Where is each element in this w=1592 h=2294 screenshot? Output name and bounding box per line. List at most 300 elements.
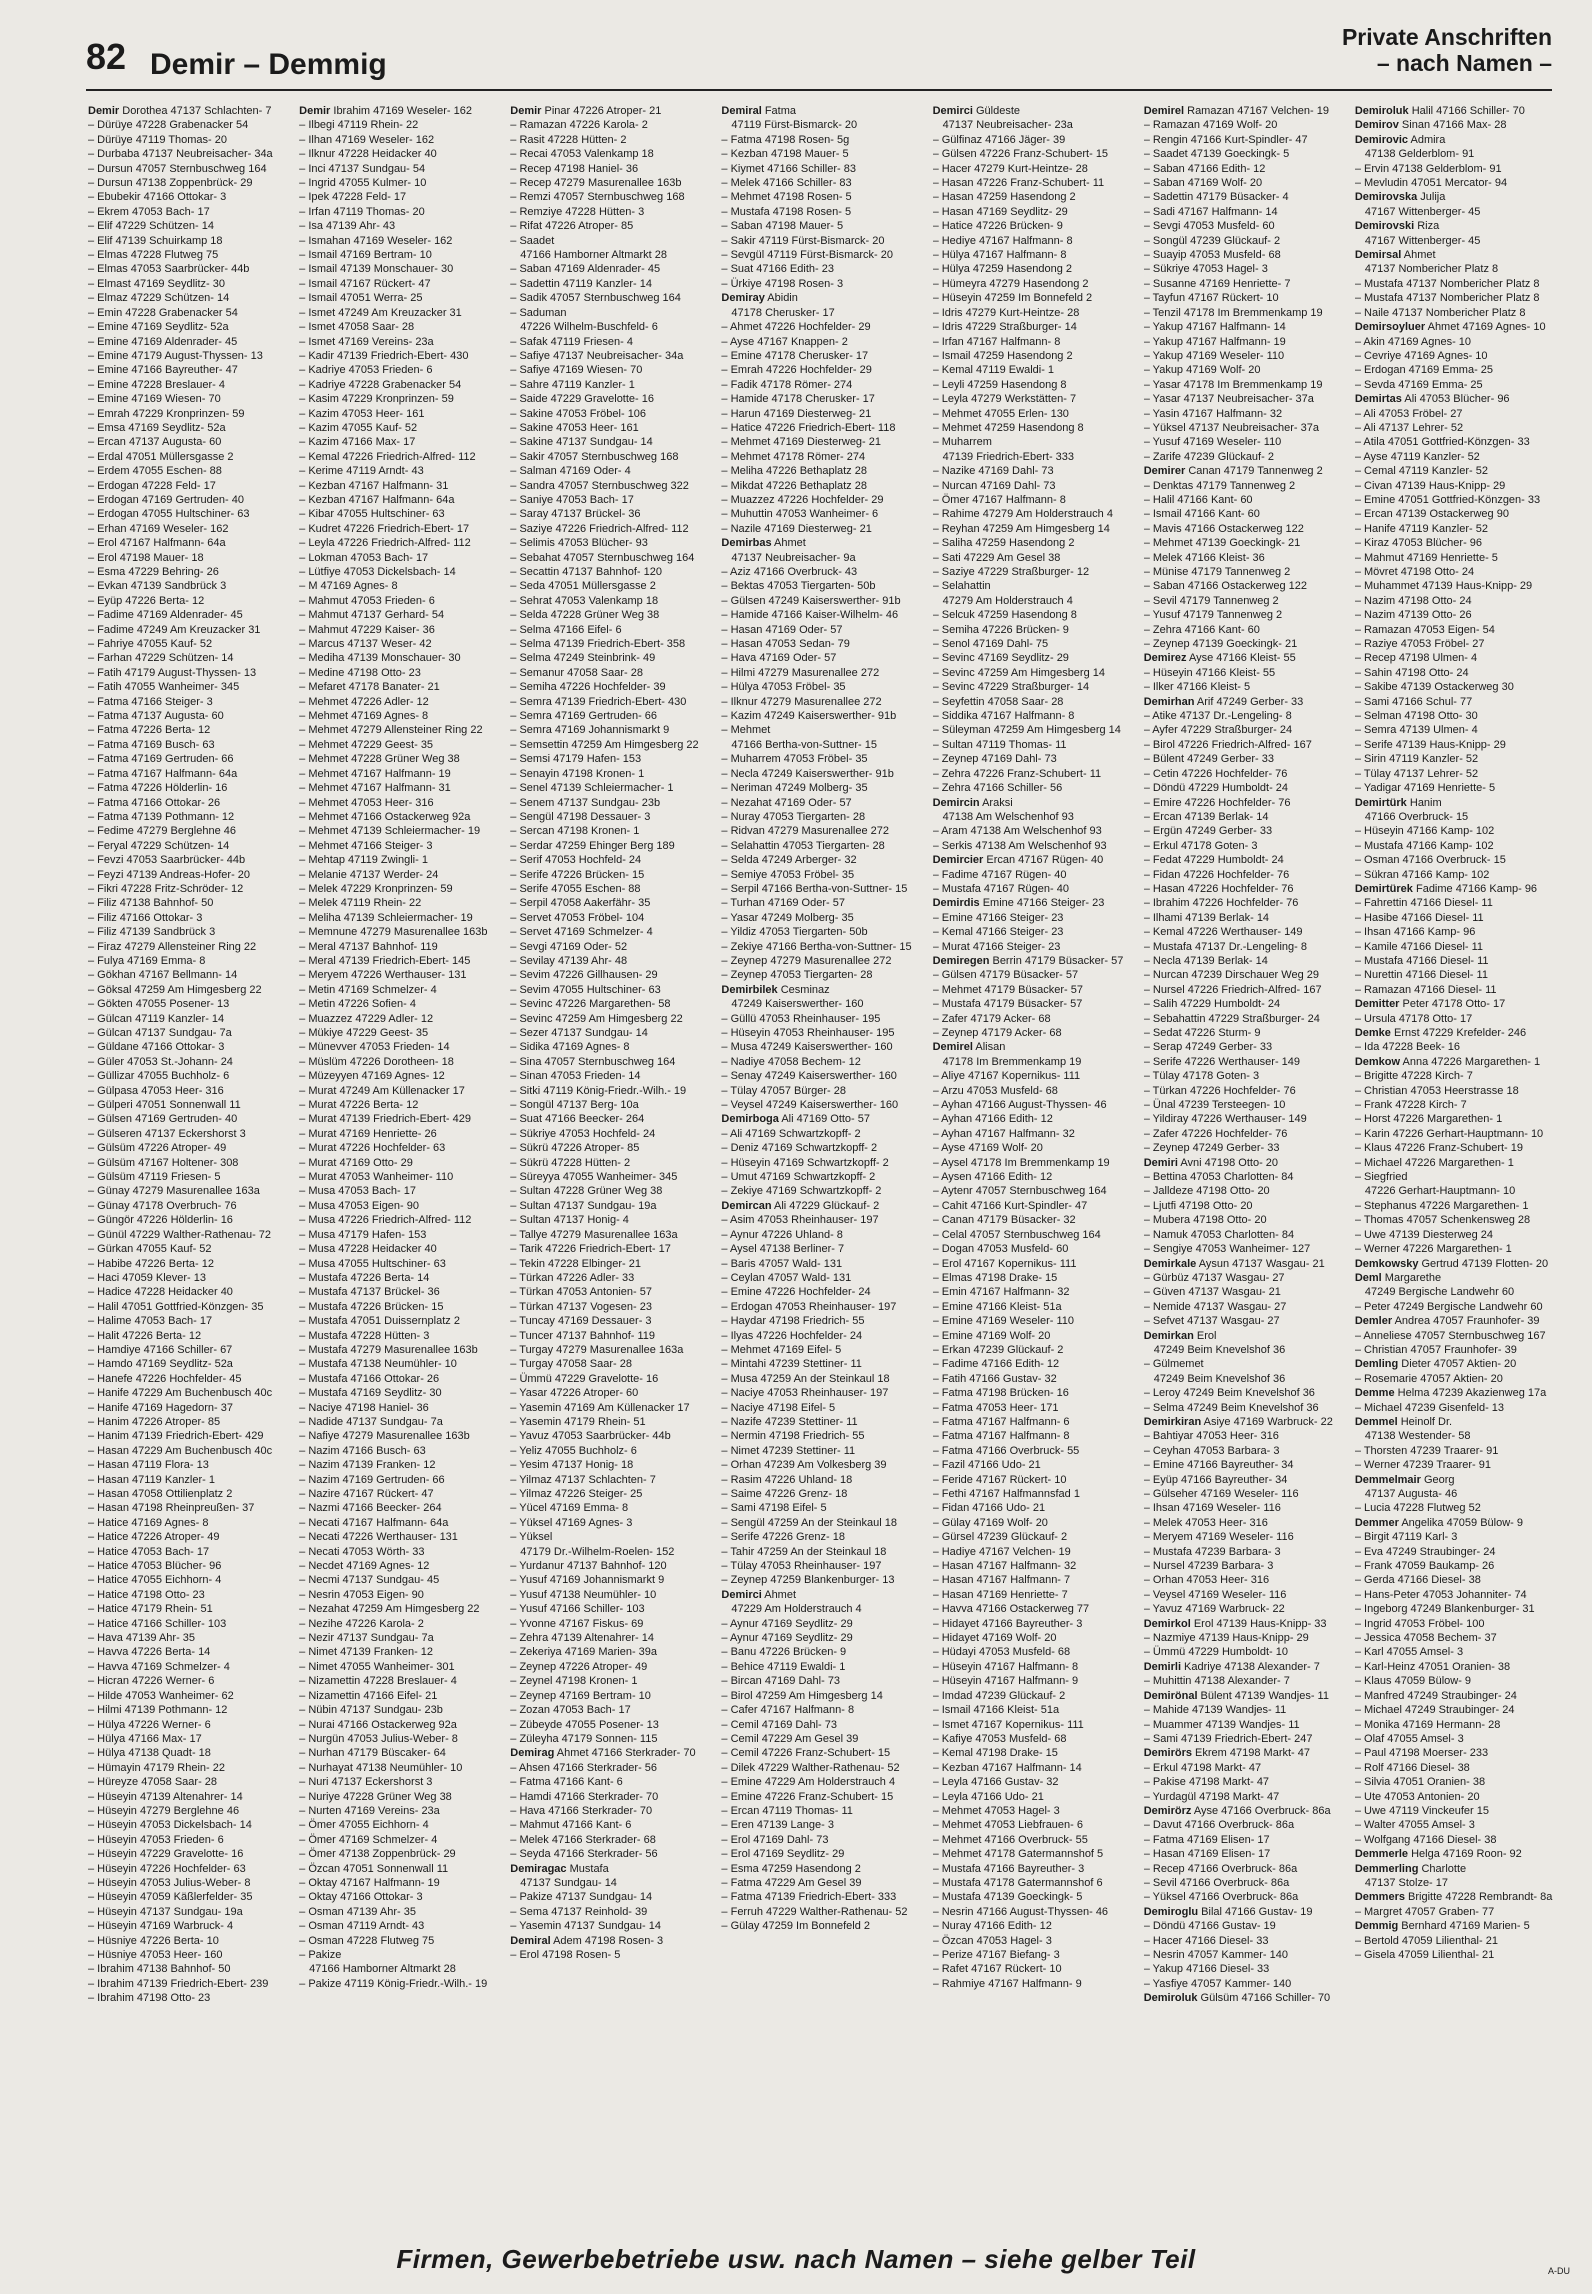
listing-entry bbox=[299, 738, 502, 752]
listing-entry bbox=[299, 810, 502, 824]
listing-text: 47179 Dr.-Wilhelm-Roelen- 152 bbox=[520, 1545, 675, 1558]
listing-text: – Nadiye 47058 Bechem- 12 bbox=[721, 1055, 861, 1068]
listing-text: Hanim bbox=[1406, 796, 1442, 809]
listing-text: – Birgit 47119 Karl- 3 bbox=[1354, 1531, 1458, 1544]
listing-text: – Meryem 47226 Werthauser- 131 bbox=[299, 969, 467, 982]
listing-entry bbox=[933, 968, 1136, 982]
listing-entry bbox=[510, 421, 713, 435]
listing-entry bbox=[510, 868, 713, 882]
listing-text: – Medine 47198 Otto- 23 bbox=[299, 666, 421, 679]
listing-text: 47137 Sundgau- 14 bbox=[520, 1876, 617, 1889]
listing-text: – Süleyman 47259 Am Himgesberg 14 bbox=[932, 724, 1121, 737]
listing-text: – Yakup 47167 Halfmann- 14 bbox=[1143, 321, 1286, 334]
listing-surname: Demirboga bbox=[721, 1113, 779, 1126]
listing-entry bbox=[299, 1156, 502, 1170]
listing-entry bbox=[88, 1818, 291, 1832]
listing-entry bbox=[933, 1314, 1136, 1328]
listing-text: – Yüksel 47169 Agnes- 3 bbox=[510, 1516, 633, 1529]
listing-entry bbox=[510, 1905, 713, 1919]
listing-entry bbox=[88, 1573, 291, 1587]
listing-entry bbox=[1144, 349, 1347, 363]
listing-entry bbox=[721, 1184, 924, 1198]
listing-entry bbox=[1355, 363, 1558, 377]
listing-text: – Kemal 47198 Drake- 15 bbox=[932, 1747, 1058, 1760]
listing-entry bbox=[1355, 464, 1558, 478]
listing-text: – Fahriye 47055 Kauf- 52 bbox=[88, 638, 213, 651]
listing-entry bbox=[933, 1703, 1136, 1717]
listing-entry bbox=[299, 925, 502, 939]
listing-text: – Yasar 47137 Neubreisacher- 37a bbox=[1143, 393, 1314, 406]
listing-entry bbox=[299, 320, 502, 334]
listing-surname: Demir bbox=[88, 105, 120, 117]
listing-text: – Zeynep 47179 Acker- 68 bbox=[932, 1027, 1062, 1039]
listing-entry bbox=[1355, 1386, 1558, 1400]
listing-text: – Hasan 47119 Flora- 13 bbox=[88, 1459, 209, 1472]
listing-entry bbox=[510, 695, 713, 709]
listing-text: Aysun 47137 Wasgau- 21 bbox=[1196, 1257, 1325, 1270]
listing-entry bbox=[88, 1444, 291, 1458]
listing-entry bbox=[721, 781, 924, 795]
listing-entry bbox=[721, 853, 924, 867]
listing-text: – Canan 47179 Büsacker- 32 bbox=[932, 1214, 1076, 1227]
listing-text: – Remzi 47057 Sternbuschweg 168 bbox=[510, 191, 685, 204]
listing-text: – Osman 47139 Ahr- 35 bbox=[299, 1905, 416, 1918]
listing-entry bbox=[721, 335, 924, 349]
listing-text: – Tuncer 47137 Bahnhof- 119 bbox=[510, 1329, 656, 1342]
listing-entry bbox=[299, 248, 502, 262]
listing-text: – Musa 47259 An der Steinkaul 18 bbox=[721, 1372, 890, 1385]
listing-entry bbox=[1144, 1588, 1347, 1602]
listing-text: – Ercan 47139 Berlak- 14 bbox=[1143, 810, 1269, 823]
listing-entry bbox=[510, 637, 713, 651]
listing-entry bbox=[1144, 219, 1347, 233]
listing-text: – Namuk 47053 Charlotten- 84 bbox=[1143, 1228, 1295, 1241]
listing-entry bbox=[721, 493, 924, 507]
listing-entry bbox=[933, 954, 1136, 968]
listing-entry bbox=[510, 954, 713, 968]
listing-entry bbox=[933, 1012, 1136, 1026]
listing-text: – Raziye 47053 Fröbel- 27 bbox=[1354, 638, 1485, 651]
listing-surname: Demirez bbox=[1143, 652, 1187, 665]
listing-text: – Kemal 47166 Steiger- 23 bbox=[932, 926, 1064, 939]
listing-entry bbox=[88, 623, 291, 637]
listing-text: – Dursun 47057 Sternbuschweg 164 bbox=[88, 162, 267, 175]
listing-text: – Güllü 47053 Rheinhauser- 195 bbox=[721, 1012, 881, 1025]
listing-entry bbox=[1144, 205, 1347, 219]
listing-entry bbox=[933, 781, 1136, 795]
listing-entry bbox=[1355, 1804, 1558, 1818]
listing-text: – Michael 47249 Straubinger- 24 bbox=[1354, 1704, 1515, 1717]
listing-text: – Hüseyin 47229 Gravelotte- 16 bbox=[88, 1848, 244, 1861]
listing-entry bbox=[1144, 421, 1347, 435]
listing-text: Charlotte bbox=[1418, 1862, 1467, 1875]
listing-text: – Mehmet 47053 Hagel- 3 bbox=[932, 1804, 1060, 1817]
listing-entry bbox=[1355, 940, 1558, 954]
listing-entry bbox=[1355, 1833, 1558, 1847]
listing-text: – Kiraz 47053 Blücher- 96 bbox=[1354, 537, 1483, 550]
listing-surname: Demirov bbox=[1354, 119, 1399, 132]
listing-text: – Mövret 47198 Otto- 24 bbox=[1354, 566, 1475, 578]
listing-entry bbox=[1355, 335, 1558, 349]
listing-text: – Ayse 47167 Knappen- 2 bbox=[721, 335, 848, 348]
listing-column-5 bbox=[933, 104, 1136, 2230]
listing-text: – Nurhayat 47138 Neumühler- 10 bbox=[299, 1761, 463, 1774]
listing-surname: Demirovski bbox=[1354, 220, 1415, 233]
listing-entry bbox=[88, 637, 291, 651]
listing-entry bbox=[88, 695, 291, 709]
listing-text: – Leyla 47166 Udo- 21 bbox=[932, 1790, 1044, 1803]
listing-entry bbox=[510, 1012, 713, 1026]
listing-text: – Yasemin 47137 Sundgau- 14 bbox=[510, 1920, 661, 1933]
listing-text: – Ingrid 47055 Kulmer- 10 bbox=[299, 177, 427, 190]
listing-entry bbox=[721, 579, 924, 593]
listing-entry bbox=[1144, 968, 1347, 982]
listing-entry bbox=[510, 1775, 713, 1789]
listing-entry bbox=[510, 767, 713, 781]
listing-entry bbox=[933, 1026, 1136, 1040]
listing-entry bbox=[1355, 1948, 1558, 1962]
listing-text: – Recep 47166 Overbruck- 86a bbox=[1143, 1862, 1298, 1875]
listing-text: – Nuray 47166 Edith- 12 bbox=[932, 1920, 1052, 1933]
listing-text: – Hatice 47166 Schiller- 103 bbox=[88, 1617, 227, 1630]
listing-entry bbox=[933, 1184, 1136, 1198]
listing-text: – Nezir 47137 Sundgau- 7a bbox=[299, 1632, 434, 1645]
listing-text: – Hüseyin 47053 Frieden- 6 bbox=[88, 1833, 224, 1846]
listing-entry bbox=[721, 1026, 924, 1040]
listing-text: Ahmet 47166 Sterkrader- 70 bbox=[554, 1747, 696, 1760]
listing-entry bbox=[1355, 1501, 1558, 1515]
listing-text: – Zafer 47226 Hochfelder- 76 bbox=[1143, 1127, 1288, 1140]
listing-text: – Hacer 47166 Diesel- 33 bbox=[1143, 1934, 1269, 1947]
listing-entry bbox=[88, 1847, 291, 1861]
listing-text: Cesminaz bbox=[777, 983, 830, 996]
listing-entry bbox=[299, 709, 502, 723]
listing-text: – Bahtiyar 47053 Heer- 316 bbox=[1143, 1430, 1279, 1443]
listing-entry bbox=[1144, 1617, 1347, 1631]
listing-text: – Gülpasa 47053 Heer- 316 bbox=[88, 1084, 224, 1097]
listing-entry bbox=[299, 637, 502, 651]
listing-text: – Ceyhan 47053 Barbara- 3 bbox=[1143, 1444, 1280, 1457]
listing-entry bbox=[299, 1545, 502, 1559]
listing-text: 47249 Bergische Landwehr 60 bbox=[1364, 1286, 1515, 1299]
listing-entry bbox=[1355, 1775, 1558, 1789]
listing-text: – Sati 47229 Am Gesel 38 bbox=[932, 551, 1061, 564]
listing-text: – Feride 47167 Rückert- 10 bbox=[932, 1473, 1067, 1486]
listing-text: – Mahmut 47229 Kaiser- 36 bbox=[299, 623, 435, 636]
listing-entry bbox=[510, 896, 713, 910]
listing-entry bbox=[299, 1645, 502, 1659]
listing-entry bbox=[933, 536, 1136, 550]
listing-text: – Hasan 47058 Ottilienplatz 2 bbox=[88, 1488, 233, 1500]
listing-entry bbox=[88, 1040, 291, 1054]
listing-text: – Ismail 47166 Kant- 60 bbox=[1143, 508, 1260, 521]
listing-entry bbox=[88, 1458, 291, 1472]
listing-entry bbox=[721, 1372, 924, 1386]
listing-text: – Fazil 47166 Udo- 21 bbox=[932, 1459, 1041, 1472]
listing-entry bbox=[721, 1429, 924, 1443]
listing-text: – Mehmet 47053 Liebfrauen- 6 bbox=[932, 1819, 1083, 1832]
listing-entry bbox=[299, 306, 502, 320]
listing-entry bbox=[510, 1415, 713, 1429]
listing-text: – Elmas 47053 Saarbrücker- 44b bbox=[88, 263, 250, 276]
listing-text: – Yavuz 47169 Warbruck- 22 bbox=[1143, 1603, 1285, 1616]
listing-text: – Yusuf 47166 Schiller- 103 bbox=[510, 1603, 645, 1616]
listing-text: – Osman 47228 Flutweg 75 bbox=[299, 1934, 435, 1947]
listing-entry bbox=[721, 1790, 924, 1804]
listing-text: – Elmast 47169 Seydlitz- 30 bbox=[88, 277, 225, 290]
listing-entry bbox=[1355, 1228, 1558, 1242]
listing-entry bbox=[1144, 1948, 1347, 1962]
listing-entry bbox=[88, 507, 291, 521]
listing-text: – Selma 47166 Eifel- 6 bbox=[510, 623, 622, 636]
listing-entry bbox=[721, 666, 924, 680]
listing-entry bbox=[510, 464, 713, 478]
listing-text: – Frank 47059 Baukamp- 26 bbox=[1354, 1560, 1495, 1573]
listing-entry bbox=[510, 1271, 713, 1285]
listing-text: – Ibrahim 47138 Bahnhof- 50 bbox=[88, 1963, 231, 1976]
listing-text: – Emine 47179 August-Thyssen- 13 bbox=[88, 349, 263, 362]
listing-entry bbox=[933, 306, 1136, 320]
listing-column-2 bbox=[299, 104, 502, 2230]
listing-entry bbox=[721, 1545, 924, 1559]
listing-entry bbox=[933, 839, 1136, 853]
listing-text: – Murat 47169 Henriette- 26 bbox=[299, 1127, 437, 1140]
listing-text: – Mustafa 47137 Dr.-Lengeling- 8 bbox=[1143, 940, 1307, 953]
listing-entry bbox=[1355, 594, 1558, 608]
listing-text: – Nizamettin 47228 Breslauer- 4 bbox=[299, 1675, 457, 1688]
listing-text: – Yvonne 47167 Fiskus- 69 bbox=[510, 1617, 644, 1630]
listing-text: – Ihsan 47169 Weseler- 116 bbox=[1143, 1502, 1281, 1515]
listing-entry bbox=[721, 1098, 924, 1112]
listing-text: – Naile 47137 Nombericher Platz 8 bbox=[1354, 306, 1526, 319]
listing-entry bbox=[88, 1919, 291, 1933]
listing-entry bbox=[510, 1876, 713, 1890]
listing-text: – Serap 47249 Gerber- 33 bbox=[1143, 1041, 1273, 1054]
listing-entry bbox=[1355, 133, 1558, 147]
listing-text: 47249 Beim Knevelshof 36 bbox=[1153, 1372, 1286, 1385]
listing-entry bbox=[299, 1876, 502, 1890]
listing-entry bbox=[299, 1804, 502, 1818]
listing-text: – Mehmet bbox=[721, 724, 771, 737]
listing-entry bbox=[88, 940, 291, 954]
listing-text: – Marcus 47137 Weser- 42 bbox=[299, 638, 432, 651]
listing-entry bbox=[510, 1501, 713, 1515]
listing-text: – Sultan 47119 Thomas- 11 bbox=[932, 738, 1067, 751]
listing-text: – Sadi 47167 Halfmann- 14 bbox=[1143, 205, 1278, 218]
listing-entry bbox=[88, 1617, 291, 1631]
listing-entry bbox=[299, 464, 502, 478]
listing-entry bbox=[721, 378, 924, 392]
listing-text: – Naciye 47053 Rheinhauser- 197 bbox=[721, 1387, 889, 1400]
listing-entry bbox=[1144, 392, 1347, 406]
listing-entry bbox=[933, 1948, 1136, 1962]
listing-text: – Serpil 47058 Aakerfähr- 35 bbox=[510, 897, 651, 910]
listing-text: – Fedat 47229 Humboldt- 24 bbox=[1143, 854, 1284, 867]
listing-text: – Gerda 47166 Diesel- 38 bbox=[1354, 1574, 1481, 1587]
listing-text: – Melek 47166 Sterkrader- 68 bbox=[510, 1833, 656, 1846]
listing-text: – Emine 47169 Aldenrader- 45 bbox=[88, 335, 238, 348]
listing-text: – Sevda 47169 Emma- 25 bbox=[1354, 378, 1483, 391]
listing-entry bbox=[1355, 1026, 1558, 1040]
listing-entry bbox=[1355, 1689, 1558, 1703]
listing-text: – Fatma 47166 Steiger- 3 bbox=[88, 695, 213, 708]
listing-text: – Ramazan 47166 Diesel- 11 bbox=[1354, 983, 1497, 996]
listing-text: – Feyzi 47139 Andreas-Hofer- 20 bbox=[88, 868, 251, 881]
listing-surname: Demiral bbox=[721, 105, 762, 117]
listing-entry bbox=[510, 1285, 713, 1299]
listing-text: – Werner 47239 Traarer- 91 bbox=[1354, 1459, 1491, 1472]
listing-entry bbox=[510, 594, 713, 608]
listing-entry bbox=[510, 1026, 713, 1040]
listing-text: – Nezahat 47169 Oder- 57 bbox=[721, 796, 852, 809]
listing-entry bbox=[1144, 1026, 1347, 1040]
listing-text: – Selman 47198 Otto- 30 bbox=[1354, 710, 1478, 723]
listing-entry bbox=[1144, 1919, 1347, 1933]
running-title-line-2: – nach Namen – bbox=[1376, 50, 1552, 76]
listing-text: – Hidayet 47169 Wolf- 20 bbox=[932, 1632, 1057, 1645]
listing-text: – Farhan 47229 Schützen- 14 bbox=[88, 652, 234, 665]
listing-entry bbox=[721, 1257, 924, 1271]
listing-text: – Mahmut 47166 Kant- 6 bbox=[510, 1819, 632, 1832]
listing-entry bbox=[1144, 1905, 1347, 1919]
listing-entry bbox=[1355, 1055, 1558, 1069]
listing-text: – Yilmaz 47226 Steiger- 25 bbox=[510, 1488, 643, 1500]
listing-text: – Nesrin 47057 Kammer- 140 bbox=[1143, 1949, 1288, 1961]
listing-text: – Sükrü 47228 Hütten- 2 bbox=[510, 1156, 631, 1169]
listing-text: – Musa 47053 Eigen- 90 bbox=[299, 1199, 420, 1212]
listing-entry bbox=[88, 1790, 291, 1804]
listing-entry bbox=[299, 536, 502, 550]
listing-entry bbox=[1144, 1199, 1347, 1213]
listing-text: – Ömer 47169 Schmelzer- 4 bbox=[299, 1833, 438, 1846]
listing-text: – Tülay 47137 Lehrer- 52 bbox=[1354, 767, 1479, 780]
listing-entry bbox=[721, 983, 924, 997]
listing-entry bbox=[510, 1300, 713, 1314]
listing-text: – Mustafa 47166 Bayreuther- 3 bbox=[932, 1862, 1085, 1875]
listing-entry bbox=[88, 248, 291, 262]
listing-entry bbox=[1144, 796, 1347, 810]
listing-entry bbox=[721, 450, 924, 464]
listing-text: – Hanife 47169 Hagedorn- 37 bbox=[88, 1401, 233, 1414]
listing-entry bbox=[933, 435, 1136, 449]
listing-entry bbox=[88, 392, 291, 406]
listing-surname: Demiri bbox=[1143, 1156, 1178, 1169]
listing-surname: Demmerling bbox=[1354, 1862, 1419, 1875]
listing-text: – Kemal 47119 Ewaldi- 1 bbox=[932, 364, 1055, 377]
listing-text: – Sükran 47166 Kamp- 102 bbox=[1354, 868, 1490, 881]
listing-entry bbox=[299, 507, 502, 521]
listing-entry bbox=[510, 363, 713, 377]
listing-text: – Emine 47169 Wolf- 20 bbox=[932, 1329, 1051, 1342]
listing-text: Ali 47053 Blücher- 96 bbox=[1401, 393, 1510, 406]
listing-text: – Ismail 47169 Bertram- 10 bbox=[299, 249, 432, 262]
listing-text: – Murat 47226 Berta- 12 bbox=[299, 1099, 419, 1112]
listing-entry bbox=[299, 723, 502, 737]
listing-text: – Necati 47053 Wörth- 33 bbox=[299, 1545, 425, 1558]
listing-entry bbox=[299, 349, 502, 363]
listing-entry bbox=[933, 1602, 1136, 1616]
listing-text: – Serkis 47138 Am Welschenhof 93 bbox=[932, 839, 1107, 852]
listing-entry bbox=[1355, 608, 1558, 622]
listing-text: – Erdogan 47055 Hultschiner- 63 bbox=[88, 508, 250, 521]
listing-text: – Hediye 47167 Halfmann- 8 bbox=[932, 234, 1073, 247]
listing-entry bbox=[1355, 565, 1558, 579]
listing-text: – Fatma 47169 Gertruden- 66 bbox=[88, 753, 234, 766]
listing-text: 47166 Bertha-von-Suttner- 15 bbox=[731, 738, 877, 751]
listing-entry bbox=[1144, 1977, 1347, 1991]
listing-text: – Ürkiye 47198 Rosen- 3 bbox=[721, 277, 844, 290]
listing-text: – Nazmiye 47139 Haus-Knipp- 29 bbox=[1143, 1632, 1309, 1645]
listing-entry bbox=[933, 1732, 1136, 1746]
listing-entry bbox=[721, 1242, 924, 1256]
listing-entry bbox=[933, 997, 1136, 1011]
listing-text: – Hülya 47166 Max- 17 bbox=[88, 1732, 202, 1745]
listing-text: – Mubera 47198 Otto- 20 bbox=[1143, 1214, 1267, 1227]
listing-text: – Ercan 47119 Thomas- 11 bbox=[721, 1804, 853, 1817]
listing-text: – Dürüye 47228 Grabenacker 54 bbox=[88, 119, 249, 132]
listing-text: – Fatma 47226 Hölderlin- 16 bbox=[88, 782, 228, 795]
listing-text: – Nazim 47169 Gertruden- 66 bbox=[299, 1473, 445, 1486]
listing-text: Bilal 47166 Gustav- 19 bbox=[1198, 1905, 1313, 1918]
listing-entry bbox=[1144, 1415, 1347, 1429]
listing-entry bbox=[299, 493, 502, 507]
listing-text: – Ramazan 47226 Karola- 2 bbox=[510, 119, 648, 132]
listing-entry bbox=[721, 407, 924, 421]
listing-entry bbox=[721, 1357, 924, 1371]
listing-text: – Muammer 47139 Wandjes- 11 bbox=[1143, 1718, 1300, 1731]
listing-text: – Aynur 47226 Uhland- 8 bbox=[721, 1228, 843, 1241]
listing-surname: Demirönal bbox=[1143, 1689, 1198, 1702]
listing-text: – Hava 47139 Ahr- 35 bbox=[88, 1632, 196, 1645]
listing-text: – Dursun 47138 Zoppenbrück- 29 bbox=[88, 177, 253, 190]
listing-entry bbox=[299, 1890, 502, 1904]
listing-text: – Fedime 47279 Berglehne 46 bbox=[88, 825, 236, 838]
listing-entry bbox=[299, 1415, 502, 1429]
listing-text: – Muazzez 47229 Adler- 12 bbox=[299, 1012, 434, 1025]
listing-entry bbox=[88, 522, 291, 536]
listing-entry bbox=[1144, 507, 1347, 521]
listing-entry bbox=[1355, 1660, 1558, 1674]
listing-text: – Halil 47166 Kant- 60 bbox=[1143, 493, 1253, 506]
listing-text: – Senem 47137 Sundgau- 23b bbox=[510, 796, 661, 809]
listing-text: – Fatma 47166 Kant- 6 bbox=[510, 1776, 623, 1789]
listing-text: – Cemil 47226 Franz-Schubert- 15 bbox=[721, 1747, 891, 1760]
listing-entry bbox=[1144, 565, 1347, 579]
listing-text: – Saban 47169 Aldenrader- 45 bbox=[510, 263, 661, 276]
listing-text: – Sevinc 47226 Margarethen- 58 bbox=[510, 998, 671, 1011]
listing-text: Emine 47166 Steiger- 23 bbox=[979, 897, 1105, 910]
listing-text: – Serife 47226 Grenz- 18 bbox=[721, 1531, 845, 1544]
listing-text: – Hatice 47198 Otto- 23 bbox=[88, 1588, 205, 1601]
listing-text: – Ali 47053 Fröbel- 27 bbox=[1354, 407, 1463, 420]
listing-text: – Erol 47167 Halfmann- 64a bbox=[88, 537, 226, 550]
listing-entry bbox=[510, 1631, 713, 1645]
listing-entry bbox=[1144, 911, 1347, 925]
listing-entry bbox=[299, 868, 502, 882]
listing-text: – Hilmi 47279 Masurenallee 272 bbox=[721, 666, 880, 679]
listing-entry bbox=[933, 1098, 1136, 1112]
listing-text: – Saduman bbox=[510, 306, 567, 319]
listing-entry bbox=[933, 1343, 1136, 1357]
listing-text: – Meliha 47226 Bethaplatz 28 bbox=[721, 465, 867, 478]
listing-entry bbox=[299, 1501, 502, 1515]
listing-entry bbox=[1144, 1962, 1347, 1976]
listing-entry bbox=[721, 1415, 924, 1429]
listing-surname: Demkowsky bbox=[1354, 1257, 1419, 1270]
listing-surname: Demiroluk bbox=[1354, 105, 1409, 117]
listing-entry bbox=[1144, 1890, 1347, 1904]
listing-entry bbox=[721, 1847, 924, 1861]
